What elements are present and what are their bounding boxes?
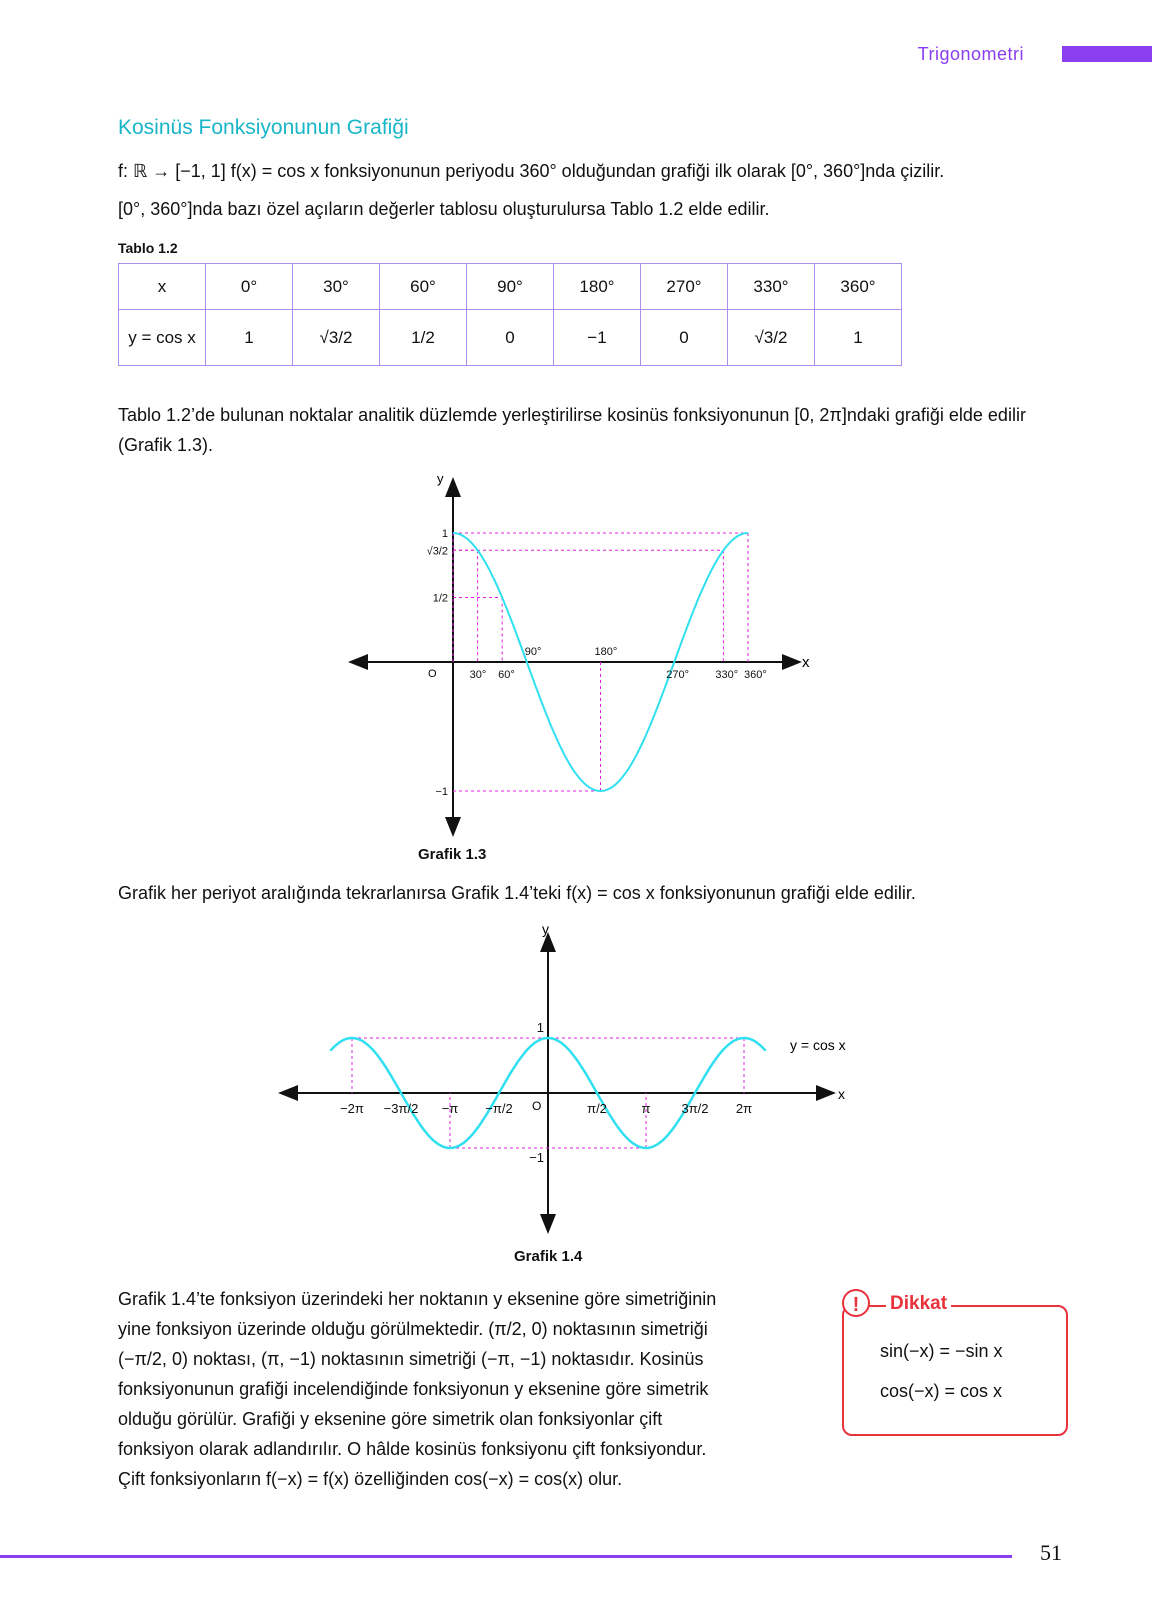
graph-1-4-caption: Grafik 1.4 — [514, 1248, 583, 1265]
table-cell: 360° — [815, 264, 902, 310]
x-tick-label: −π/2 — [485, 1101, 513, 1116]
x-tick-label: 90° — [524, 646, 542, 658]
text-line: olduğu görülür. Grafiği y eksenine göre simetrik olan fonksiyonlar çift — [118, 1409, 663, 1429]
table-cell: 270° — [641, 264, 728, 310]
footer-line — [0, 1555, 1012, 1558]
header-accent-bar — [1062, 46, 1152, 62]
table-cell: 1/2 — [380, 310, 467, 366]
table-cell: −1 — [554, 310, 641, 366]
table-cell: √3/2 — [293, 310, 380, 366]
x-axis-label: x — [838, 1086, 845, 1102]
table-cell: 0 — [641, 310, 728, 366]
x-tick-label: 270° — [666, 669, 690, 681]
table-cell: 1 — [206, 310, 293, 366]
table-cell: 0° — [206, 264, 293, 310]
dikkat-line-1: sin(−x) = −sin x — [880, 1341, 1003, 1361]
table-cell: 0 — [467, 310, 554, 366]
intro-line-1: f: ℝ → [−1, 1] f(x) = cos x fonksiyonunun periyodu 360° olduğundan grafiği ilk olarak [0°, 360°]nda çizilir. — [118, 161, 945, 181]
text-line: yine fonksiyon üzerinde olduğu görülmektedir. (π/2, 0) noktasının simetriği — [118, 1319, 708, 1339]
table-cell: √3/2 — [728, 310, 815, 366]
origin-label: O — [428, 668, 437, 680]
values-table — [118, 263, 902, 366]
table-cell: 90° — [467, 264, 554, 310]
origin-label: O — [532, 1099, 542, 1113]
table-cell: 1 — [815, 310, 902, 366]
dikkat-title: Dikkat — [886, 1293, 951, 1315]
y-axis-label: y — [437, 471, 444, 486]
x-axis-label: x — [802, 654, 810, 671]
dikkat-box — [842, 1305, 1068, 1436]
page-number: 51 — [1040, 1540, 1062, 1565]
table-header-row — [119, 264, 902, 310]
text-line: Çift fonksiyonların f(−x) = f(x) özelliğinden cos(−x) = cos(x) olur. — [118, 1469, 623, 1489]
x-tick-label: −2π — [340, 1101, 364, 1116]
exclamation-icon: ! — [842, 1289, 870, 1317]
table-value-row — [119, 310, 902, 366]
x-tick-label: 60° — [498, 669, 515, 681]
graph-1-3-caption: Grafik 1.3 — [418, 846, 487, 863]
x-tick-label: 180° — [594, 646, 618, 658]
section-title: Kosinüs Fonksiyonunun Grafiği — [118, 116, 409, 139]
y-tick-label: 1/2 — [432, 592, 448, 605]
paragraph-2: Tablo 1.2’de bulunan noktalar analitik düzlemde yerleştirilirse kosinüs fonksiyonunun [0, 2π]ndaki grafiği elde edilir (Grafik 1.3). — [118, 405, 1026, 455]
x-tick-label: 330° — [715, 669, 739, 681]
paragraph-3: Grafik her periyot aralığında tekrarlanırsa Grafik 1.4’teki f(x) = cos x fonksiyonunun grafiği elde edilir. — [118, 883, 916, 903]
text-line: fonksiyonunun grafiği incelendiğinde fonksiyonun y eksenine göre simetrik — [118, 1379, 709, 1399]
x-tick-label: 30° — [469, 669, 487, 681]
graph-1-3 — [340, 465, 820, 840]
x-tick-label: π — [641, 1101, 651, 1116]
y-tick-label: −1 — [529, 1150, 544, 1165]
table-cell: 180° — [554, 264, 641, 310]
chapter-header: Trigonometri — [917, 44, 1024, 64]
dikkat-line-2: cos(−x) = cos x — [880, 1381, 1003, 1401]
table-caption: Tablo 1.2 — [118, 240, 178, 256]
y-tick-label: 1 — [536, 1020, 544, 1035]
x-tick-label: −3π/2 — [383, 1101, 419, 1116]
table-cell: 330° — [728, 264, 815, 310]
table-cell: 60° — [380, 264, 467, 310]
table-cell: 30° — [293, 264, 380, 310]
y-axis-label: y — [542, 921, 549, 937]
x-tick-label: π/2 — [587, 1101, 607, 1116]
x-tick-label: 3π/2 — [681, 1101, 709, 1116]
text-line: Grafik 1.4’te fonksiyon üzerindeki her noktanın y eksenine göre simetriğinin — [118, 1289, 717, 1309]
x-tick-label: −π — [441, 1101, 459, 1116]
text-line: (−π/2, 0) noktası, (π, −1) noktasının simetriği (−π, −1) noktasıdır. Kosinüs — [118, 1349, 704, 1369]
y-tick-label: √3/2 — [426, 545, 448, 558]
x-tick-label: 360° — [744, 669, 767, 681]
table-cell: x — [119, 264, 206, 310]
intro-line-2: [0°, 360°]nda bazı özel açıların değerler tablosu oluşturulursa Tablo 1.2 elde edilir. — [118, 199, 770, 219]
paragraph-4 — [118, 1284, 818, 1494]
curve-label: y = cos x — [790, 1037, 846, 1053]
table-cell: y = cos x — [119, 310, 206, 366]
y-tick-label: −1 — [435, 786, 448, 798]
x-tick-label: 2π — [735, 1101, 753, 1116]
y-tick-label: 1 — [441, 528, 448, 540]
text-line: fonksiyon olarak adlandırılır. O hâlde kosinüs fonksiyonu çift fonksiyondur. — [118, 1439, 707, 1459]
graph-1-4 — [270, 920, 870, 1240]
